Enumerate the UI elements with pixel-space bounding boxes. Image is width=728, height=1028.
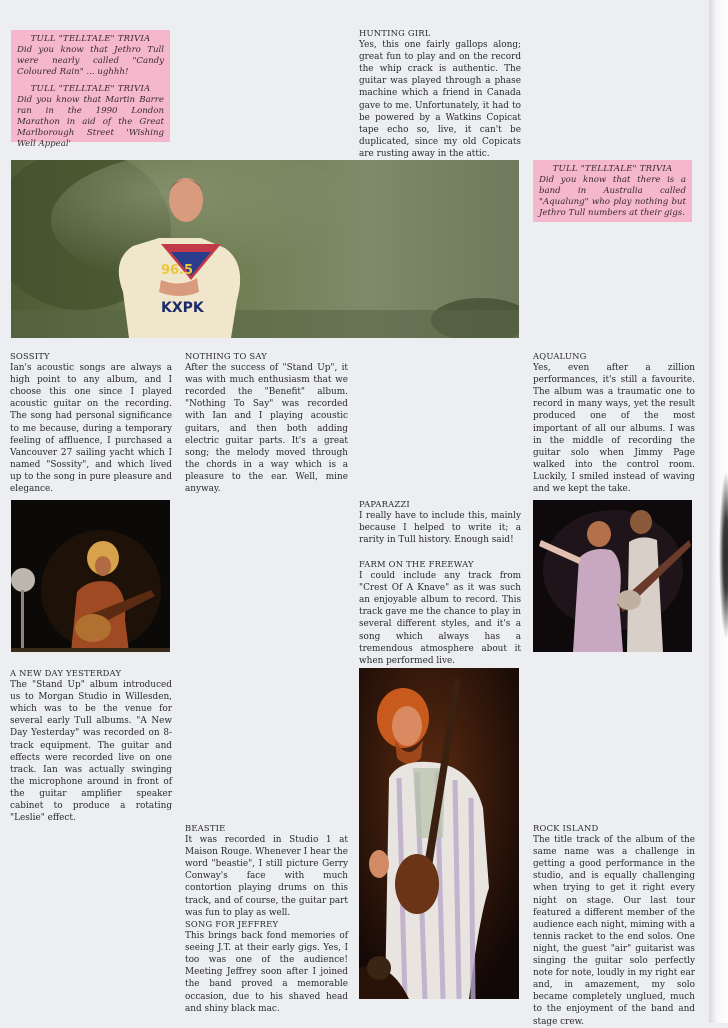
article-title: FARM ON THE FREEWAY — [359, 559, 474, 569]
article-body: After the success of "Stand Up", it was with much enthusiasm that we recorded the "Benefit" album. "Nothing To Say" was recorded with Ian and I playing acoustic guitars, and then both adding electric guitar parts. It's a great song; the melody moved through the chords in a way which is a pleasure to the ear. Well, mine anyway. — [185, 363, 348, 495]
article-body: The "Stand Up" album introduced us to Morgan Studio in Willesden, which was to be the venue for several early Tull albums. "A New Day Yesterday" was recorded on 8-track equipment. The guitar and effects were recorded live on one track. Ian was actually swinging the microphone around in front of the guitar amplifier speaker cabinet to produce a rotating "Leslie" effect. — [10, 680, 172, 824]
article-aqualung — [533, 350, 695, 495]
article-sossity — [10, 350, 172, 495]
trivia-heading: TULL "TELLTALE" TRIVIA — [30, 34, 151, 44]
shirt-letters: KXPK — [161, 300, 204, 316]
binding-shadow — [719, 470, 728, 640]
trivia-text: Did you know that Martin Barre ran in the 1990 London Marathon in aid of the Great Marlborough Street 'Wishing Well Appeal' — [17, 95, 164, 149]
article-title: NOTHING TO SAY — [185, 351, 267, 361]
article-body: The title track of the album of the same name was a challenge in getting a good performance in the studio, and is equally challenging when trying to get it right every night on stage. Our last tour featured a different member of the audience each night, miming with a tennis racket to the end solos. One night, the guest "air" guitarist was singing the guitar solo perfectly note for note, loudly in my right ear and, in amazement, my solo became completely unglued, much to the enjoyment of the band and stage crew. — [533, 835, 695, 1027]
article-hunting-girl — [359, 27, 521, 160]
trivia-heading: TULL "TELLTALE" TRIVIA — [30, 84, 151, 94]
article-title: AQUALUNG — [533, 351, 587, 361]
trivia-box-top-left — [11, 30, 170, 149]
shirt-number: 96.5 — [161, 263, 194, 278]
article-title: BEASTIE — [185, 823, 226, 833]
article-song-for-jeffrey — [185, 918, 348, 1015]
article-title: ROCK ISLAND — [533, 823, 599, 833]
article-body: Yes, this one fairly gallops along; great fun to play and on the record the whip crack is authentic. The guitar was played through a phase machine which a friend in Canada gave to me. Unfortunately, it had to be powered by a Watkins Copicat tape echo so, live, it can't be duplicated, since my old Copicats are rusting away in the attic. — [359, 40, 521, 159]
photo-guitarist-portrait — [359, 668, 519, 999]
article-body: Ian's acoustic songs are always a high point to any album, and I choose this one since I played acoustic guitar on the recording. The song had personal significance to me because, during a temporary feeling of affluence, I purchased a Vancouver 27 sailing yacht which I named "Sossity", and which lived up to the song in pure pleasure and elegance. — [10, 363, 172, 495]
article-farm-on-the-freeway — [359, 558, 521, 667]
photo-guitarist-stage-left — [11, 500, 170, 652]
trivia-box-right — [533, 160, 692, 222]
article-title: SONG FOR JEFFREY — [185, 919, 279, 929]
article-body: It was recorded in Studio 1 at Maison Rouge. Whenever I hear the word "beastie", I still picture Gerry Conway's face with much contortion playing drums on this track, and of course, the guitar part was fun to play as well. — [185, 835, 348, 918]
article-title: PAPARAZZI — [359, 499, 410, 509]
photo-runner — [11, 160, 519, 338]
article-a-new-day-yesterday — [10, 667, 172, 824]
photo-performers-stage-right — [533, 500, 692, 652]
article-paparazzi — [359, 498, 521, 546]
trivia-heading: TULL "TELLTALE" TRIVIA — [552, 164, 673, 174]
article-body: This brings back fond memories of seeing J.T. at their early gigs. Yes, I too was one of the audience! Meeting Jeffrey soon after I joined the band proved a memorable occasion, due to his shaved head and shiny black mac. — [185, 931, 348, 1014]
article-title: A NEW DAY YESTERDAY — [10, 668, 122, 678]
article-nothing-to-say — [185, 350, 348, 495]
article-body: I could include any track from "Crest Of A Knave" as it was such an enjoyable album to record. This track gave me the chance to play in several different styles, and it's a song which always has a tremendous atmosphere about it when performed live. — [359, 571, 521, 666]
article-title: HUNTING GIRL — [359, 28, 431, 38]
article-rock-island — [533, 822, 695, 1028]
article-title: SOSSITY — [10, 351, 50, 361]
article-body: Yes, even after a zillion performances, it's still a favourite. The album was a traumatic one to record in many ways, yet the result produced one of the most important of all our albums. I was in the middle of recording the guitar solo when Jimmy Page walked into the control room. Luckily, I smiled instead of waving and we kept the take. — [533, 363, 695, 495]
trivia-text: Did you know that Jethro Tull were nearly called "Candy Coloured Rain" ... ughhh! — [17, 45, 164, 77]
trivia-text: Did you know that there is a band in Australia called "Aqualung" who play nothing but Jethro Tull numbers at their gigs. — [539, 175, 686, 218]
article-beastie — [185, 822, 348, 919]
article-body: I really have to include this, mainly because I helped to write it; a rarity in Tull history. Enough said! — [359, 511, 521, 546]
